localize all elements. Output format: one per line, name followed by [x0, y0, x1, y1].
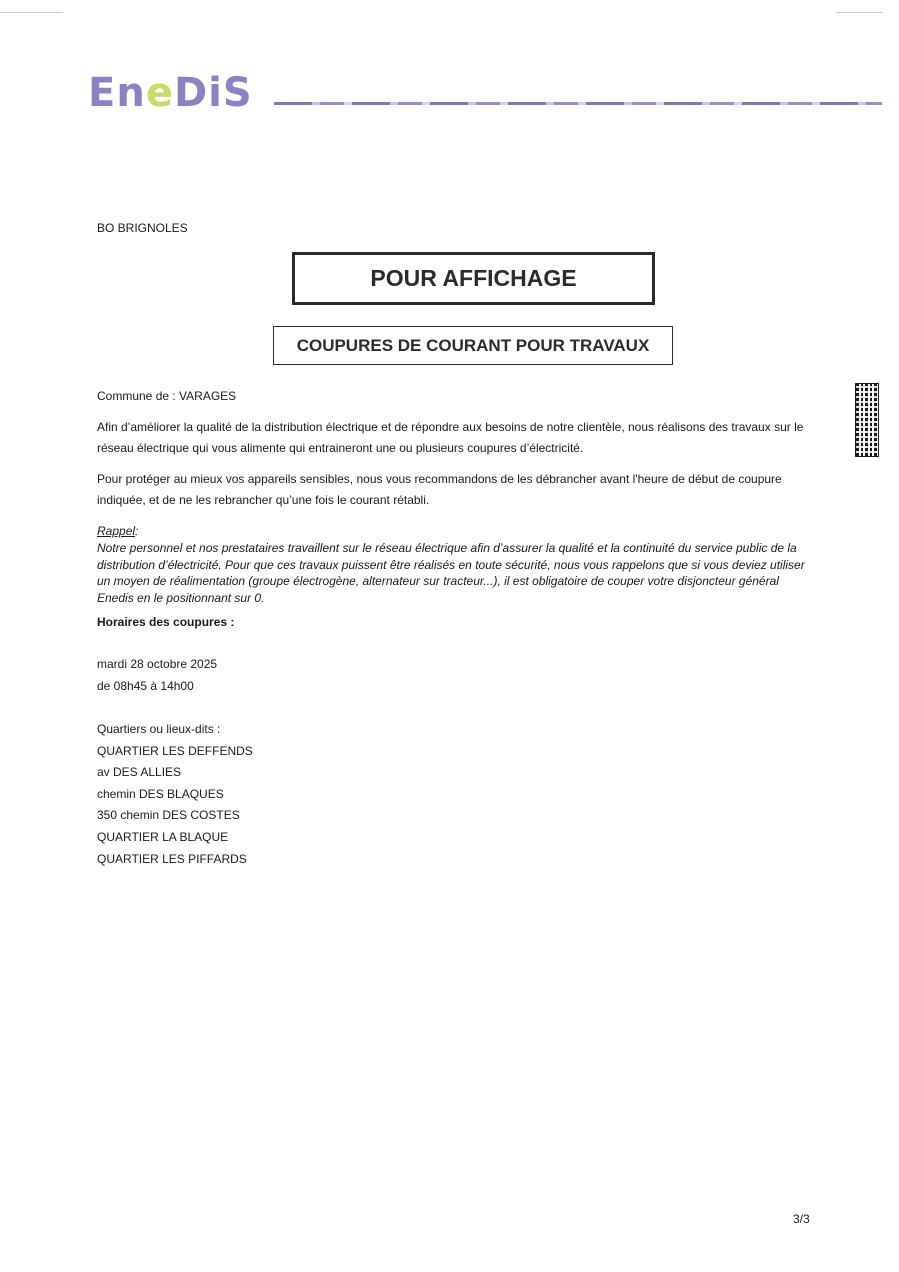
datamatrix-code-icon — [855, 383, 879, 457]
title-box — [292, 252, 655, 305]
rappel-colon: : — [135, 524, 139, 538]
page-number: 3/3 — [793, 1212, 810, 1226]
list-item: QUARTIER LES PIFFARDS — [97, 852, 247, 866]
subtitle-text: COUPURES DE COURANT POUR TRAVAUX — [296, 335, 650, 355]
logo-part-2: e — [145, 70, 174, 116]
logo-part-1: En — [88, 70, 146, 116]
top-left-rule — [0, 12, 63, 13]
enedis-logo — [88, 70, 253, 116]
header-divider — [274, 102, 882, 105]
horaires-heading: Horaires des coupures : — [97, 615, 235, 629]
commune-line: Commune de : VARAGES — [97, 389, 237, 403]
title-text: POUR AFFICHAGE — [370, 265, 577, 291]
intro-paragraph: Afin d’améliorer la qualité de la distribution électrique et de répondre aux besoins de notre clientèle, nous réalisons des travaux sur le réseau électrique qui vous alimente qui entraineront une ou plusieurs coupures d’électricité. — [97, 420, 804, 455]
list-item: chemin DES BLAQUES — [97, 787, 224, 801]
top-right-rule — [836, 12, 882, 13]
list-item: 350 chemin DES COSTES — [97, 808, 240, 822]
subtitle-box — [273, 326, 673, 365]
list-item: QUARTIER LES DEFFENDS — [97, 744, 253, 758]
logo-part-3: DiS — [173, 70, 253, 116]
list-item: av DES ALLIES — [97, 765, 182, 779]
advice-paragraph: Pour protéger au mieux vos appareils sensibles, nous vous recommandons de les débrancher avant l'heure de début de coupure indiquée, et de ne les rebrancher qu’une fois le courant rétabli. — [97, 472, 782, 507]
rappel-heading — [97, 524, 138, 538]
outage-time: de 08h45 à 14h00 — [97, 679, 194, 693]
rappel-label: Rappel — [97, 524, 136, 538]
outage-date: mardi 28 octobre 2025 — [97, 657, 218, 671]
list-item: QUARTIER LA BLAQUE — [97, 830, 229, 844]
sender-office: BO BRIGNOLES — [97, 221, 188, 235]
rappel-text: Notre personnel et nos prestataires travaillent sur le réseau électrique afin d’assurer la qualité et la continuité du service public de la distribution d’électricité. Pour que ces travaux puissent être réalisés en toute sécurité, nous vous rappelons que si vous deviez utiliser un moyen de réalimentation (groupe électrogène, alternateur sur tracteur...), il est obligatoire de couper votre disjoncteur général Enedis en le positionnant sur 0. — [97, 541, 805, 605]
quartiers-heading: Quartiers ou lieux-dits : — [97, 722, 221, 736]
